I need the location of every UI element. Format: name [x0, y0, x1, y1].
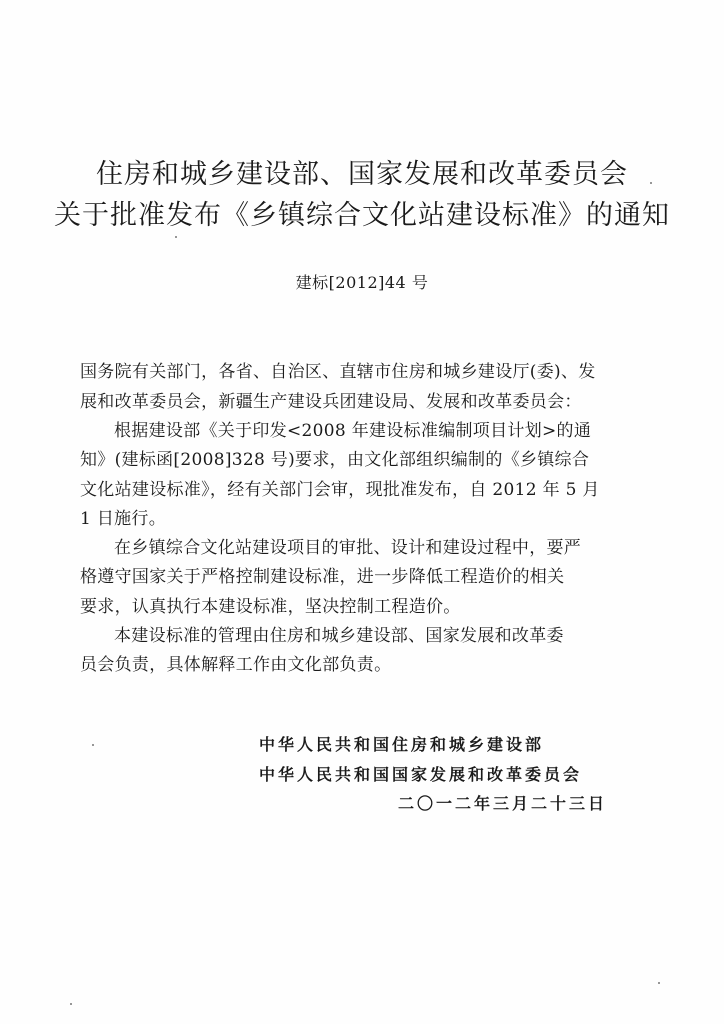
scan-speck — [70, 1003, 72, 1005]
signature-date: 二〇一二年三月二十三日 — [398, 794, 608, 813]
scan-speck — [92, 744, 94, 746]
scan-speck — [658, 982, 660, 984]
signature-org-1: 中华人民共和国住房和城乡建设部 — [259, 735, 545, 754]
paragraph-3-line-2: 员会负责，具体解释工作由文化部负责。 — [80, 655, 392, 675]
document-title-line-1: 住房和城乡建设部、国家发展和改革委员会 — [96, 159, 628, 190]
scan-speck — [650, 182, 652, 184]
paragraph-2-line-1: 在乡镇综合文化站建设项目的审批、设计和建设过程中，要严 — [114, 538, 582, 558]
paragraph-3-line-1: 本建设标准的管理由住房和城乡建设部、国家发展和改革委 — [114, 626, 564, 646]
addressee-line-2: 展和改革委员会，新疆生产建设兵团建设局、发展和改革委员会： — [80, 392, 582, 412]
paragraph-2-line-2: 格遵守国家关于严格控制建设标准，进一步降低工程造价的相关 — [80, 567, 565, 587]
addressee-line-1: 国务院有关部门，各省、自治区、直辖市住房和城乡建设厅(委)、发 — [80, 362, 596, 382]
signature-org-2: 中华人民共和国国家发展和改革委员会 — [259, 765, 583, 784]
document-number: 建标[2012]44 号 — [295, 273, 429, 292]
paragraph-2-line-3: 要求，认真执行本建设标准，坚决控制工程造价。 — [80, 597, 461, 617]
paragraph-1-line-3: 文化站建设标准》，经有关部门会审，现批准发布，自 2012 年 5 月 — [80, 480, 600, 500]
paragraph-1-line-1: 根据建设部《关于印发<2008 年建设标准编制项目计划>的通 — [114, 421, 592, 441]
document-title-line-2: 关于批准发布《乡镇综合文化站建设标准》的通知 — [54, 200, 670, 231]
scan-speck — [175, 236, 177, 238]
paragraph-1-line-2: 知》(建标函[2008]328 号)要求，由文化部组织编制的《乡镇综合 — [80, 450, 590, 470]
paragraph-1-line-4: 1 日施行。 — [80, 509, 167, 529]
